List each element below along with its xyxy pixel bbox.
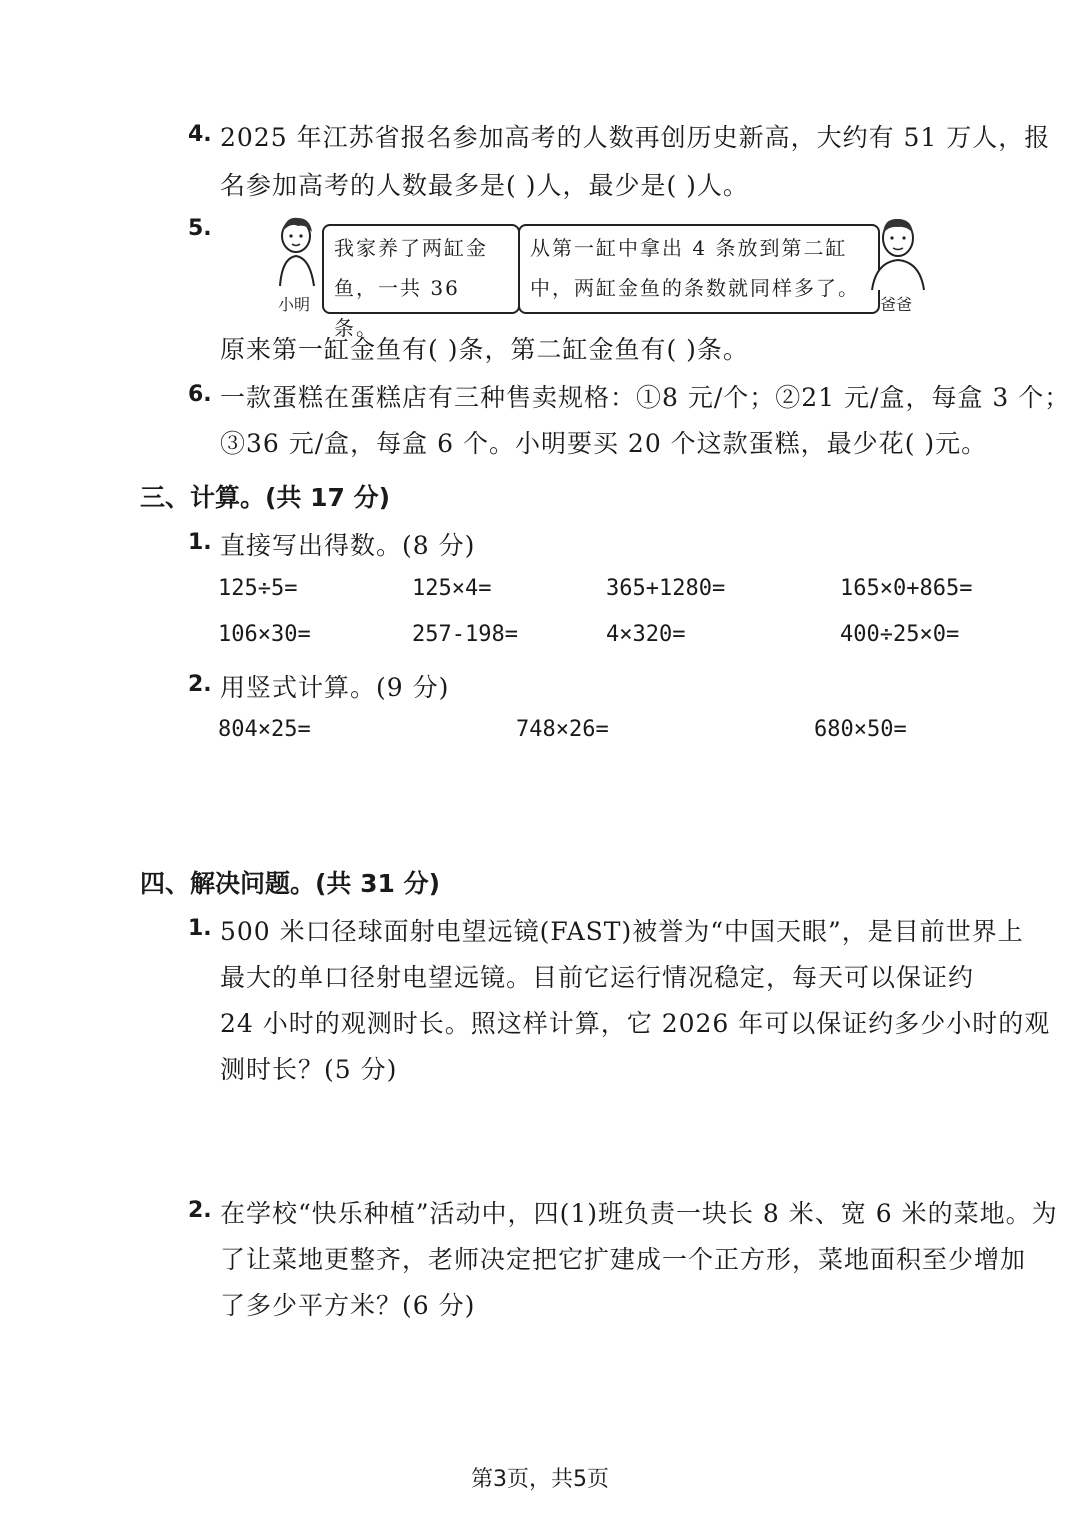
question-4-line-2: 名参加高考的人数最多是( )人，最少是( )人。: [220, 171, 749, 200]
boy-label: 小明: [278, 295, 311, 314]
section-3-title: 三、计算。(共 17 分): [140, 483, 391, 512]
speech-bubble-dad: [518, 224, 880, 314]
section-4-part-2-line-3: 了多少平方米？(6 分): [220, 1291, 476, 1320]
section-4-part-1-line-2: 最大的单口径射电望远镜。目前它运行情况稳定，每天可以保证约: [220, 963, 975, 992]
question-6-line-2: ③36 元/盒，每盒 6 个。小明要买 20 个这款蛋糕，最少花( )元。: [220, 429, 988, 458]
bubble-boy-line-2: 鱼，一共 36 条。: [334, 276, 460, 340]
section-4-part-2-number: 2.: [188, 1198, 212, 1223]
calc-item: 4×320=: [606, 622, 686, 647]
bubble-boy-line-1: 我家养了两缸金: [334, 236, 488, 260]
page-footer: 第3页，共5页: [471, 1467, 609, 1492]
question-4-line-1: 2025 年江苏省报名参加高考的人数再创历史新高，大约有 51 万人，报: [220, 123, 1051, 152]
section-3-part-2-title: 用竖式计算。(9 分): [220, 673, 450, 702]
vertical-calc-item: 804×25=: [218, 717, 311, 742]
calc-item: 165×0+865=: [840, 576, 973, 601]
question-6-number: 6.: [188, 382, 212, 407]
question-5-answer-line: 原来第一缸金鱼有( )条，第二缸金鱼有( )条。: [220, 335, 749, 364]
calc-item: 125×4=: [412, 576, 492, 601]
section-4-part-1-number: 1.: [188, 916, 212, 941]
vertical-calc-item: 748×26=: [516, 717, 609, 742]
question-6-line-1: 一款蛋糕在蛋糕店有三种售卖规格：①8 元/个；②21 元/盒，每盒 3 个；: [220, 383, 1071, 412]
question-5-number: 5.: [188, 216, 212, 241]
section-3-part-1-number: 1.: [188, 530, 212, 555]
dad-label: 爸爸: [880, 295, 913, 314]
calc-item: 125÷5=: [218, 576, 298, 601]
question-4-number: 4.: [188, 122, 212, 147]
section-3-part-1-title: 直接写出得数。(8 分): [220, 531, 476, 560]
calc-item: 106×30=: [218, 622, 311, 647]
section-4-part-1-line-4: 测时长？(5 分): [220, 1055, 398, 1084]
boy-illustration: [272, 214, 324, 294]
calc-item: 257-198=: [412, 622, 518, 647]
bubble-dad-line-1: 从第一缸中拿出 4 条放到第二缸: [530, 236, 848, 260]
vertical-calc-item: 680×50=: [814, 717, 907, 742]
bubble-dad-line-2: 中，两缸金鱼的条数就同样多了。: [530, 276, 860, 300]
dad-illustration: [866, 214, 928, 294]
section-4-part-2-line-2: 了让菜地更整齐，老师决定把它扩建成一个正方形，菜地面积至少增加: [220, 1245, 1027, 1274]
section-4-title: 四、解决问题。(共 31 分): [140, 869, 441, 898]
section-3-part-2-number: 2.: [188, 672, 212, 697]
calc-item: 400÷25×0=: [840, 622, 960, 647]
section-4-part-1-line-1: 500 米口径球面射电望远镜(FAST)被誉为“中国天眼”，是目前世界上: [220, 917, 1024, 946]
calc-item: 365+1280=: [606, 576, 726, 601]
speech-bubble-boy: [322, 224, 520, 340]
section-4-part-2-line-1: 在学校“快乐种植”活动中，四(1)班负责一块长 8 米、宽 6 米的菜地。为: [220, 1199, 1058, 1228]
section-4-part-1-line-3: 24 小时的观测时长。照这样计算，它 2026 年可以保证约多少小时的观: [220, 1009, 1051, 1038]
